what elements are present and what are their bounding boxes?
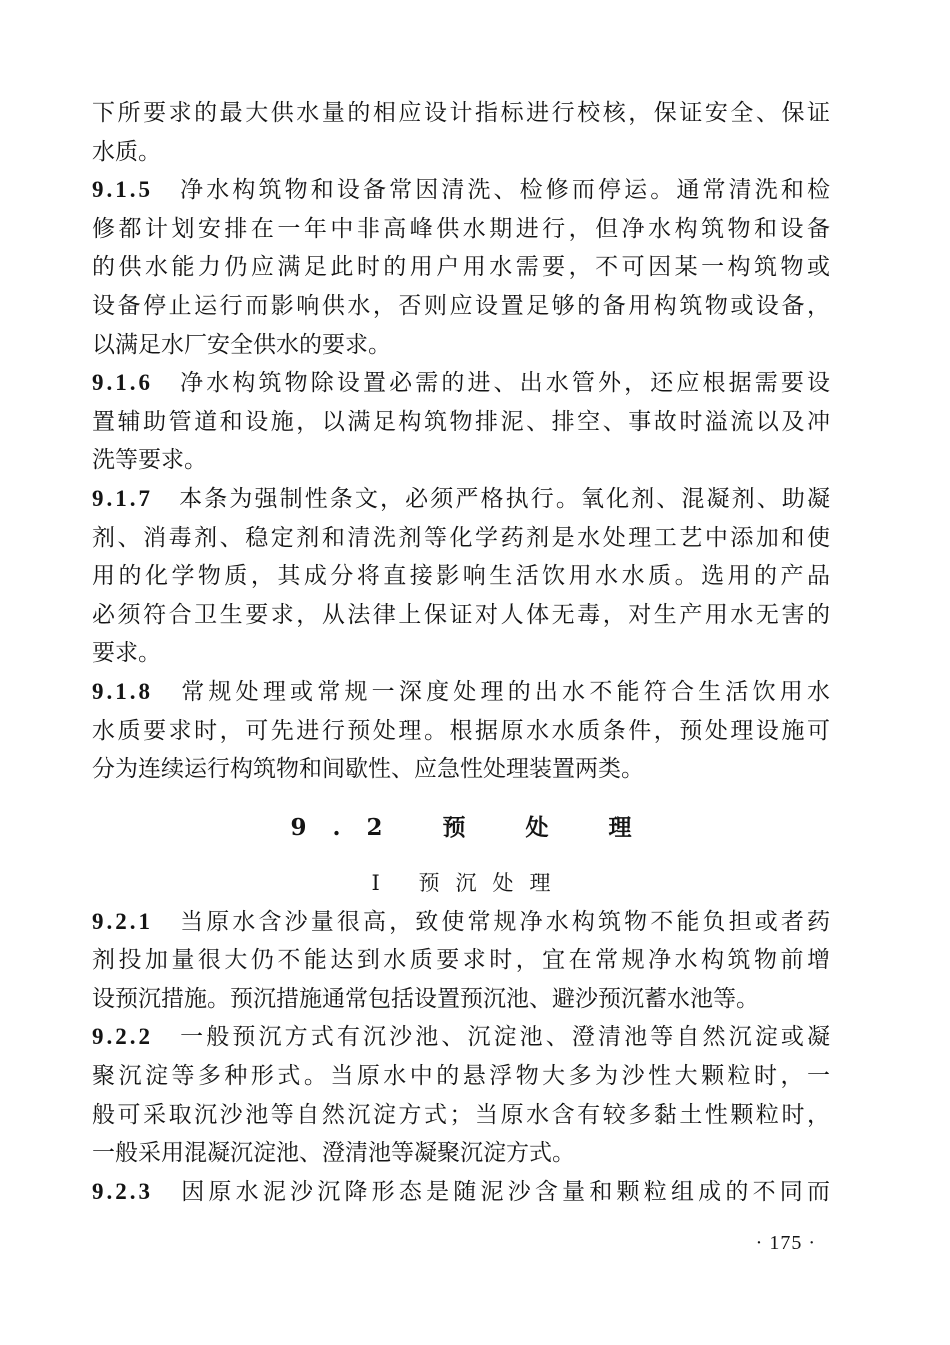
- clause-9-2-2: [92, 1018, 830, 1172]
- text-line: 修都计划安排在一年中非高峰供水期进行，但净水构筑物和设备: [92, 215, 830, 242]
- clause-first-line: [92, 480, 830, 519]
- text-line: 剂投加量很大仍不能达到水质要求时，宜在常规净水构筑物前增: [92, 947, 830, 974]
- clause-9-1-5: [92, 171, 830, 364]
- clause-number: 9.2.2: [92, 1024, 153, 1050]
- subsection-title: Ⅰ 预沉处理: [371, 870, 567, 895]
- clause-first-line: [92, 364, 830, 403]
- text-line: 置辅助管道和设施，以满足构筑物排泥、排空、事故时溢流以及冲: [92, 408, 830, 435]
- page-body: [92, 94, 830, 1211]
- clause-text: 常规处理或常规一深度处理的出水不能符合生活饮用水: [177, 678, 830, 705]
- text-line: 水质要求时，可先进行预处理。根据原水水质条件，预处理设施可: [92, 717, 830, 744]
- text-line: 洗等要求。: [92, 447, 207, 474]
- text-line: 一般采用混凝沉淀池、澄清池等凝聚沉淀方式。: [92, 1140, 575, 1167]
- clause-text: 净水构筑物除设置必需的进、出水管外，还应根据需要设: [177, 370, 830, 397]
- text-line: 的供水能力仍应满足此时的用户用水需要，不可因某一构筑物或: [92, 254, 830, 281]
- section-title: 9.2 预 处 理: [290, 813, 658, 841]
- text-line: 用的化学物质，其成分将直接影响生活饮用水水质。选用的产品: [92, 563, 830, 590]
- text-line: 分为连续运行构筑物和间歇性、应急性处理装置两类。: [92, 756, 644, 783]
- clause-number: 9.1.5: [92, 177, 153, 203]
- clause-text: 当原水含沙量很高，致使常规净水构筑物不能负担或者药: [177, 908, 830, 935]
- clause-9-2-3: [92, 1173, 830, 1212]
- clause-number: 9.1.6: [92, 370, 153, 396]
- text-line: 聚沉淀等多种形式。当原水中的悬浮物大多为沙性大颗粒时，一: [92, 1063, 830, 1090]
- text-line: 般可采取沉沙池等自然沉淀方式；当原水含有较多黏土性颗粒时，: [92, 1101, 830, 1128]
- text-line: 下所要求的最大供水量的相应设计指标进行校核，保证安全、保证: [92, 100, 830, 126]
- text-line: 设预沉措施。预沉措施通常包括设置预沉池、避沙预沉蓄水池等。: [92, 985, 759, 1012]
- text-line: 要求。: [92, 640, 161, 667]
- intro-paragraph: [92, 94, 830, 171]
- text-line: 设备停止运行而影响供水，否则应设置足够的备用构筑物或设备，: [92, 292, 830, 319]
- text-line: 剂、消毒剂、稳定剂和清洗剂等化学药剂是水处理工艺中添加和使: [92, 524, 830, 551]
- clause-text: 因原水泥沙沉降形态是随泥沙含量和颗粒组成的不同而: [177, 1178, 830, 1205]
- clause-9-1-8: [92, 673, 830, 789]
- clause-text: 一般预沉方式有沉沙池、沉淀池、澄清池等自然沉淀或凝: [177, 1024, 830, 1051]
- page-number: · 175 ·: [755, 1232, 816, 1254]
- text-line: 以满足水厂安全供水的要求。: [92, 331, 391, 358]
- clause-number: 9.1.7: [92, 485, 153, 511]
- clause-number: 9.1.8: [92, 678, 153, 704]
- clause-number: 9.2.3: [92, 1178, 153, 1204]
- clause-first-line: [92, 903, 830, 942]
- text-line: 水质。: [92, 138, 161, 165]
- clause-text: 本条为强制性条文，必须严格执行。氧化剂、混凝剂、助凝: [177, 485, 830, 512]
- clause-9-1-7: [92, 480, 830, 673]
- clause-first-line: [92, 673, 830, 712]
- clause-number: 9.2.1: [92, 908, 153, 934]
- text-line: 必须符合卫生要求，从法律上保证对人体无毒，对生产用水无害的: [92, 601, 830, 628]
- clause-9-1-6: [92, 364, 830, 480]
- clause-first-line: [92, 1173, 830, 1212]
- clause-text: 净水构筑物和设备常因清洗、检修而停运。通常清洗和检: [177, 177, 830, 204]
- clause-9-2-1: [92, 903, 830, 1019]
- clause-first-line: [92, 1018, 830, 1057]
- clause-first-line: [92, 171, 830, 210]
